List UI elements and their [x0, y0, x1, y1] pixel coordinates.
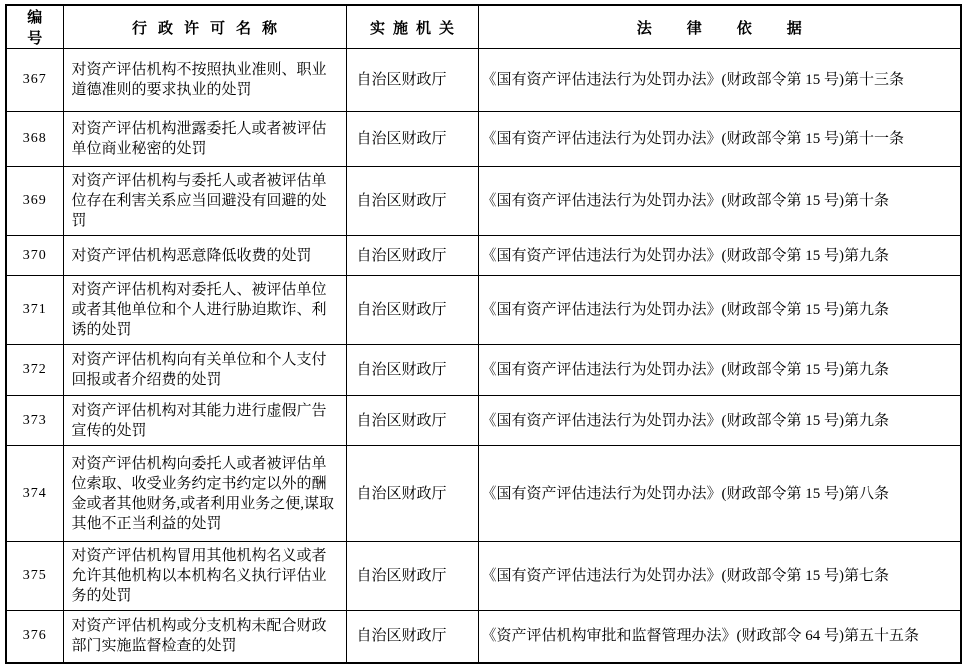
administrative-permits-table — [5, 4, 962, 664]
agency-cell: 自治区财政厅 — [346, 396, 478, 446]
permit-name-cell: 对资产评估机构向有关单位和个人支付回报或者介绍费的处罚 — [63, 345, 346, 396]
permit-name-cell: 对资产评估机构与委托人或者被评估单位存在利害关系应当回避没有回避的处罚 — [63, 167, 346, 236]
row-id-cell: 374 — [6, 446, 63, 542]
row-id-cell: 368 — [6, 112, 63, 167]
legal-basis-cell: 《资产评估机构审批和监督管理办法》(财政部令 64 号)第五十五条 — [478, 611, 961, 663]
row-id-cell: 367 — [6, 49, 63, 112]
agency-cell: 自治区财政厅 — [346, 276, 478, 345]
table-row — [6, 49, 961, 112]
legal-basis-cell: 《国有资产评估违法行为处罚办法》(财政部令第 15 号)第十一条 — [478, 112, 961, 167]
permit-name-cell: 对资产评估机构冒用其他机构名义或者允许其他机构以本机构名义执行评估业务的处罚 — [63, 542, 346, 611]
header-id: 编号 — [6, 5, 63, 49]
legal-basis-cell: 《国有资产评估违法行为处罚办法》(财政部令第 15 号)第九条 — [478, 345, 961, 396]
document-page — [5, 4, 962, 664]
row-id-cell: 373 — [6, 396, 63, 446]
permit-name-cell: 对资产评估机构恶意降低收费的处罚 — [63, 236, 346, 276]
legal-basis-cell: 《国有资产评估违法行为处罚办法》(财政部令第 15 号)第十条 — [478, 167, 961, 236]
legal-basis-cell: 《国有资产评估违法行为处罚办法》(财政部令第 15 号)第九条 — [478, 276, 961, 345]
table-header-row — [6, 5, 961, 49]
legal-basis-cell: 《国有资产评估违法行为处罚办法》(财政部令第 15 号)第十三条 — [478, 49, 961, 112]
table-row — [6, 611, 961, 663]
row-id-cell: 372 — [6, 345, 63, 396]
row-id-cell: 371 — [6, 276, 63, 345]
permit-name-cell: 对资产评估机构不按照执业准则、职业道德准则的要求执业的处罚 — [63, 49, 346, 112]
legal-basis-cell: 《国有资产评估违法行为处罚办法》(财政部令第 15 号)第九条 — [478, 236, 961, 276]
header-agency: 实施机关 — [346, 5, 478, 49]
permit-name-cell: 对资产评估机构对其能力进行虚假广告宣传的处罚 — [63, 396, 346, 446]
header-permit-name: 行政许可名称 — [63, 5, 346, 49]
permit-name-cell: 对资产评估机构或分支机构未配合财政部门实施监督检查的处罚 — [63, 611, 346, 663]
row-id-cell: 376 — [6, 611, 63, 663]
legal-basis-cell: 《国有资产评估违法行为处罚办法》(财政部令第 15 号)第八条 — [478, 446, 961, 542]
header-legal-basis: 法律依据 — [478, 5, 961, 49]
table-row — [6, 236, 961, 276]
agency-cell: 自治区财政厅 — [346, 167, 478, 236]
agency-cell: 自治区财政厅 — [346, 112, 478, 167]
agency-cell: 自治区财政厅 — [346, 49, 478, 112]
permit-name-cell: 对资产评估机构泄露委托人或者被评估单位商业秘密的处罚 — [63, 112, 346, 167]
table-row — [6, 112, 961, 167]
row-id-cell: 370 — [6, 236, 63, 276]
table-row — [6, 167, 961, 236]
row-id-cell: 369 — [6, 167, 63, 236]
permit-name-cell: 对资产评估机构对委托人、被评估单位或者其他单位和个人进行胁迫欺诈、利诱的处罚 — [63, 276, 346, 345]
table-row — [6, 345, 961, 396]
table-row — [6, 276, 961, 345]
table-row — [6, 542, 961, 611]
legal-basis-cell: 《国有资产评估违法行为处罚办法》(财政部令第 15 号)第七条 — [478, 542, 961, 611]
agency-cell: 自治区财政厅 — [346, 345, 478, 396]
agency-cell: 自治区财政厅 — [346, 236, 478, 276]
row-id-cell: 375 — [6, 542, 63, 611]
agency-cell: 自治区财政厅 — [346, 542, 478, 611]
agency-cell: 自治区财政厅 — [346, 611, 478, 663]
table-row — [6, 446, 961, 542]
legal-basis-cell: 《国有资产评估违法行为处罚办法》(财政部令第 15 号)第九条 — [478, 396, 961, 446]
agency-cell: 自治区财政厅 — [346, 446, 478, 542]
permit-name-cell: 对资产评估机构向委托人或者被评估单位索取、收受业务约定书约定以外的酬金或者其他财务,或者利用业务之便,谋取其他不正当利益的处罚 — [63, 446, 346, 542]
table-row — [6, 396, 961, 446]
